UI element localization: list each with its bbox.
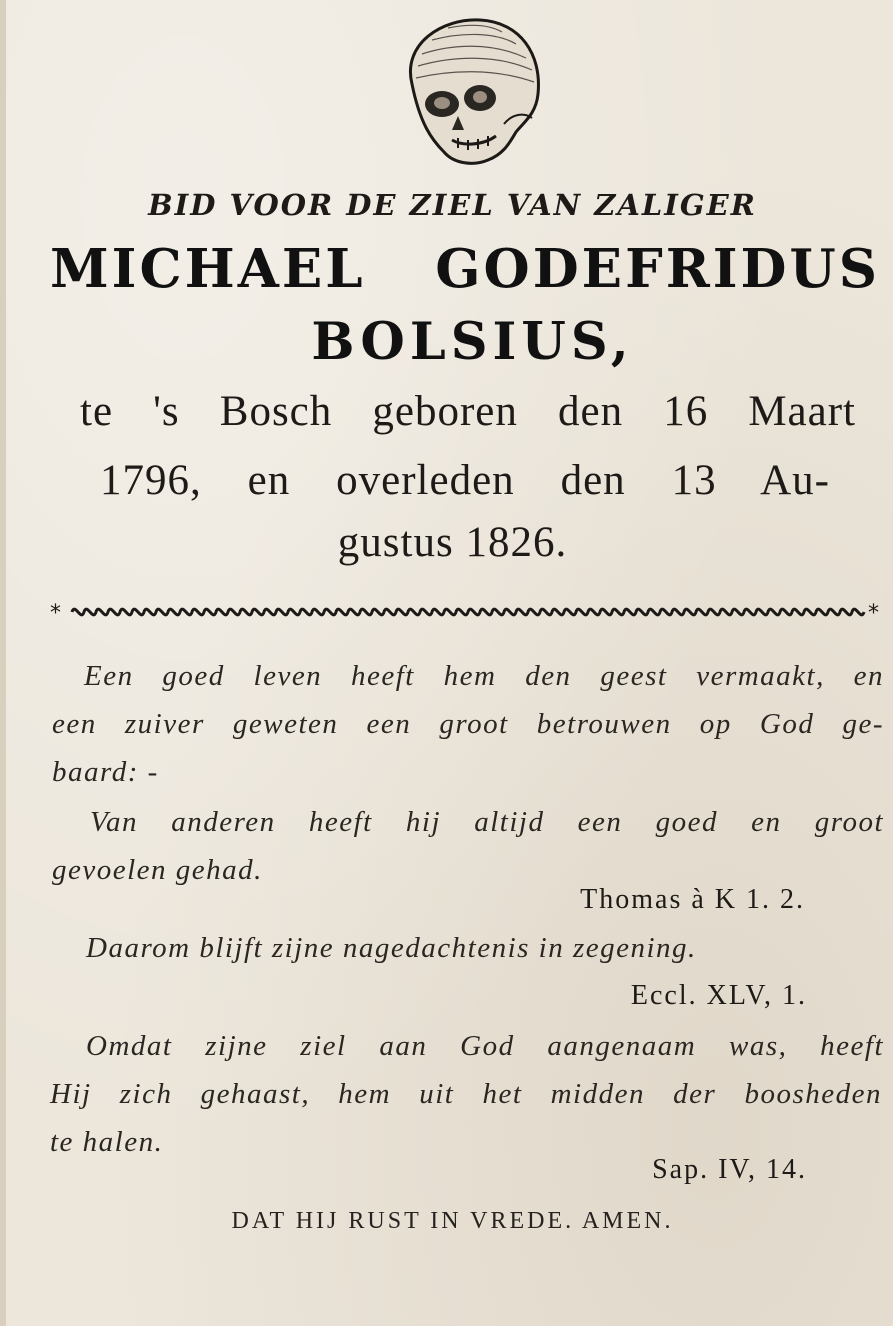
bio-line-2: 1796, en overleden den 13 Au- <box>100 457 830 504</box>
reference-thomas: Thomas à K 1. 2. <box>580 884 805 915</box>
heading: BID VOOR DE ZIEL VAN ZALIGER <box>148 188 757 222</box>
reference-sap: Sap. IV, 14. <box>652 1154 807 1185</box>
bio-line-1: te 's Bosch geboren den 16 Maart <box>80 388 856 435</box>
closing-line: DAT HIJ RUST IN VREDE. AMEN. <box>231 1208 674 1234</box>
verse-line: baard: - <box>52 756 159 788</box>
deceased-name-line-1: MICHAEL GODEFRIDUS <box>50 238 880 300</box>
verse-line: Omdat zijne ziel aan God aangenaam was, heeft <box>86 1030 884 1062</box>
verse-line: een zuiver geweten een groot betrouwen op God ge- <box>52 708 884 740</box>
verse-line: Daarom blijft zijne nagedachtenis in zegening. <box>86 932 697 964</box>
reference-eccl: Eccl. XLV, 1. <box>630 980 807 1011</box>
verse-line: te halen. <box>50 1126 164 1158</box>
rope-divider-icon <box>50 598 886 626</box>
deceased-name-line-2: BOLSIUS, <box>311 312 634 372</box>
verse-line: Een goed leven heeft hem den geest vermaakt, en <box>84 660 884 692</box>
bio-line-3: gustus 1826. <box>337 519 568 566</box>
verse-line: Van anderen heeft hij altijd een goed en groot <box>90 806 884 838</box>
verse-line: Hij zich gehaast, hem uit het midden der boosheden <box>50 1078 882 1110</box>
svg-text:*: * <box>50 601 61 626</box>
verse-line: gevoelen gehad. <box>52 854 263 886</box>
skull-icon <box>392 14 544 170</box>
svg-text:*: * <box>868 601 879 626</box>
